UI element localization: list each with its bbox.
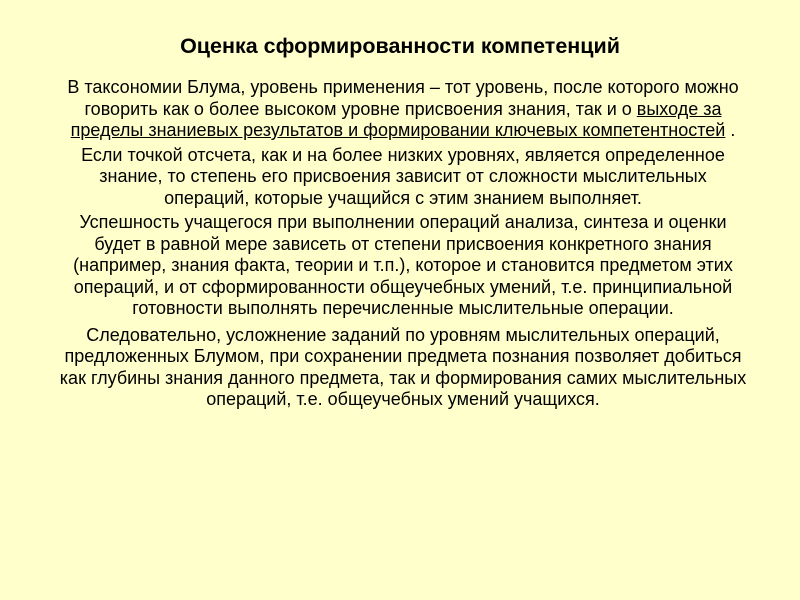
paragraph-student-success: Успешность учащегося при выполнении операций анализа, синтеза и оценки будет в равной мере зависеть от степени присвоения конкретного знания (например, знания факта, теории и т.п.), которое и становится предметом этих операций, и от сформированности общеучебных умений, т.е. принципиальной готовности выполнять перечисленные мыслительные операции.: [73, 212, 733, 318]
paragraph-text: В таксономии Блума, уровень применения – тот уровень, после которого можно говорить как о более высоком уровне присвоения знания, так и о: [67, 77, 739, 119]
paragraph-text-end: .: [725, 120, 736, 140]
slide-body: [58, 77, 748, 413]
paragraph-conclusion: Следовательно, усложнение заданий по уровням мыслительных операций, предложенных Блумом, при сохранении предмета познания позволяет добиться как глубины знания данного предмета, так и формирования самих мыслительных операций, т.е. общеучебных умений учащихся.: [59, 324, 747, 409]
paragraph-starting-point: Если точкой отсчета, как и на более низких уровнях, является определенное знание, то степень его присвоения зависит от сложности мыслительных операций, которые учащийся с этим знанием выполняет.: [81, 144, 725, 208]
slide-title: Оценка сформированности компетенций: [180, 34, 620, 58]
underlined-text: выходе за пределы знаниевых результатов и формировании ключевых компетентностей: [70, 98, 726, 140]
paragraph-bloom-taxonomy: [58, 77, 748, 142]
